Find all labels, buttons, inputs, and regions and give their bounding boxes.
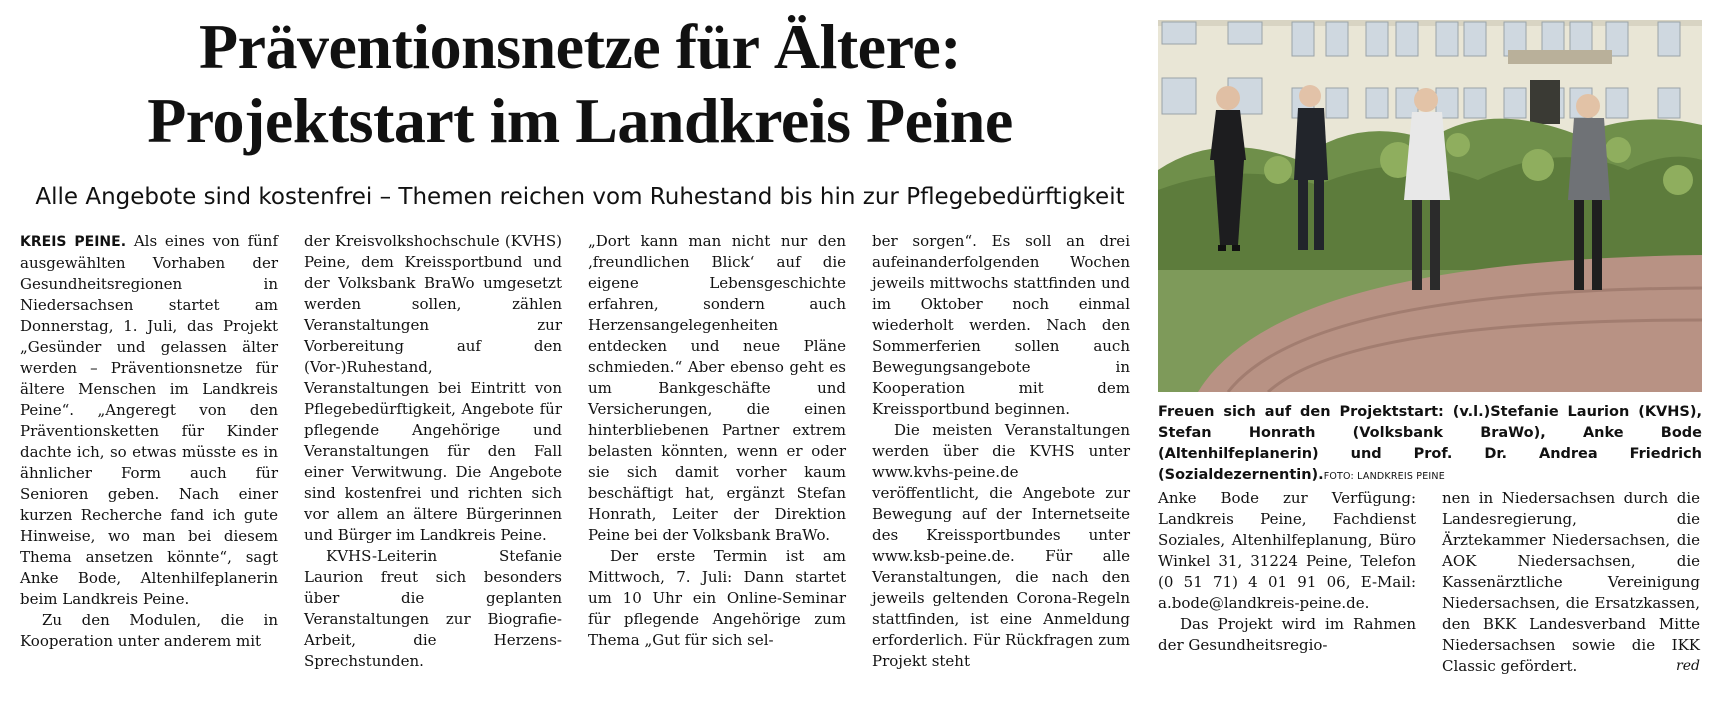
article-paragraph: Das Projekt wird im Rahmen der Gesundheitsregio- [1158,615,1416,654]
article-photo [1158,20,1702,392]
subheadline: Alle Angebote sind kostenfrei – Themen reichen vom Ruhestand bis hin zur Pflegebedürftigkeit [35,184,1125,210]
photo-credit: FOTO: LANDKREIS PEINE [1323,471,1445,482]
headline [20,10,1140,158]
article-column-1 [20,231,278,652]
article-text: Als eines von fünf ausgewählten Vorhaben der Gesundheitsregionen in Niedersachsen startet am Donnerstag, 1. Juli, das Projekt „Gesünder und gelassen älter werden – Präventionsnetze für ältere Menschen im Landkreis Peine“. „Angeregt von den Präventionsketten für Kinder dachte ich, so etwas müsste es in ähnlicher Form auch für Senioren geben. Nach einer kurzen Recherche fand ich gute Hinweise, wo man bei diesem Thema ansetzen könnte“, sagt Anke Bode, Altenhilfeplanerin beim Landkreis Peine. [20,232,278,608]
article-paragraph: Zu den Modulen, die in Kooperation unter anderem mit [20,611,278,650]
article-column-6 [1442,488,1700,677]
caption-text: Freuen sich auf den Projektstart: (v.l.)Stefanie Laurion (KVHS), Stefan Honrath (Volksbank BraWo), Anke Bode (Altenhilfeplanerin) und Prof. Dr. Andrea Friedrich (Sozialdezernentin). [1158,404,1702,483]
photo-illustration [1158,20,1702,392]
article-column-4 [872,231,1130,672]
article-paragraph: KVHS-Leiterin Stefanie Laurion freut sich besonders über die geplanten Veranstaltungen zur Biografie-Arbeit, die Herzens-Sprechstunden. [304,547,562,670]
article-paragraph [1442,488,1700,677]
dateline: KREIS PEINE. [20,234,127,250]
article-column-2 [304,231,562,672]
article-paragraph: Die meisten Veranstaltungen werden über die KVHS unter www.kvhs-peine.de veröffentlicht, die Angebote zur Bewegung auf der Internetseite des Kreissportbundes unter www.ksb-peine.de. Für alle Veranstaltungen, die nach den jeweils geltenden Corona-Regeln stattfinden, ist eine Anmeldung erforderlich. Für Rückfragen zum Projekt steht [872,421,1130,670]
headline-line-2: Projektstart im Landkreis Peine [147,85,1013,156]
article-paragraph: ber sorgen“. Es soll an drei aufeinanderfolgenden Wochen jeweils mittwochs stattfinden und im Oktober noch einmal wiederholt werden. Nach den Sommerferien sollen auch Bewegungsangebote in Kooperation mit dem Kreissportbund beginnen. [872,232,1130,418]
article-paragraph: Anke Bode zur Verfügung: Landkreis Peine, Fachdienst Soziales, Altenhilfeplanung, Büro Winkel 31, 31224 Peine, Telefon (0 51 71) 4 01 91 06, E-Mail: a.bode@landkreis-peine.de. [1158,489,1416,612]
article-column-3 [588,231,846,651]
headline-line-1: Präventionsnetze für Ältere: [198,11,962,82]
article-paragraph: der Kreisvolkshochschule (KVHS) Peine, dem Kreissportbund und der Volksbank BraWo umgesetzt werden sollen, zählen Veranstaltungen zur Vorbereitung auf den (Vor-)Ruhestand, Veranstaltungen bei Eintritt von Pflegebedürftigkeit, Angebote für pflegende Angehörige und Veranstaltungen für den Fall einer Verwitwung. Die Angebote sind kostenfrei und richten sich vor allem an ältere Bürgerinnen und Bürger im Landkreis Peine. [304,232,562,544]
article-column-5 [1158,488,1416,656]
article-text: nen in Niedersachsen durch die Landesregierung, die Ärztekammer Niedersachsen, die AOK Niedersachsen, die Kassenärztliche Vereinigung Niedersachsen, die Ersatzkassen, den BKK Landesverband Mitte Niedersachsen sowie die IKK Classic gefördert. [1442,489,1700,675]
photo-caption [1158,402,1702,487]
author-tag: red [1676,658,1700,674]
article-paragraph: Der erste Termin ist am Mittwoch, 7. Juli: Dann startet um 10 Uhr ein Online-Seminar für pflegende Angehörige zum Thema „Gut für sich sel- [588,547,846,649]
article-paragraph [20,231,278,610]
article-paragraph: „Dort kann man nicht nur den ‚freundlichen Blick‘ auf die eigene Lebensgeschichte erfahren, sondern auch Herzensangelegenheiten entdecken und neue Pläne schmieden.“ Aber ebenso geht es um Bankgeschäfte und Versicherungen, die einen hinterbliebenen Partner extrem belasten könnten, wenn er oder sie sich damit vorher kaum beschäftigt hat, ergänzt Stefan Honrath, Leiter der Direktion Peine bei der Volksbank BraWo. [588,232,846,544]
